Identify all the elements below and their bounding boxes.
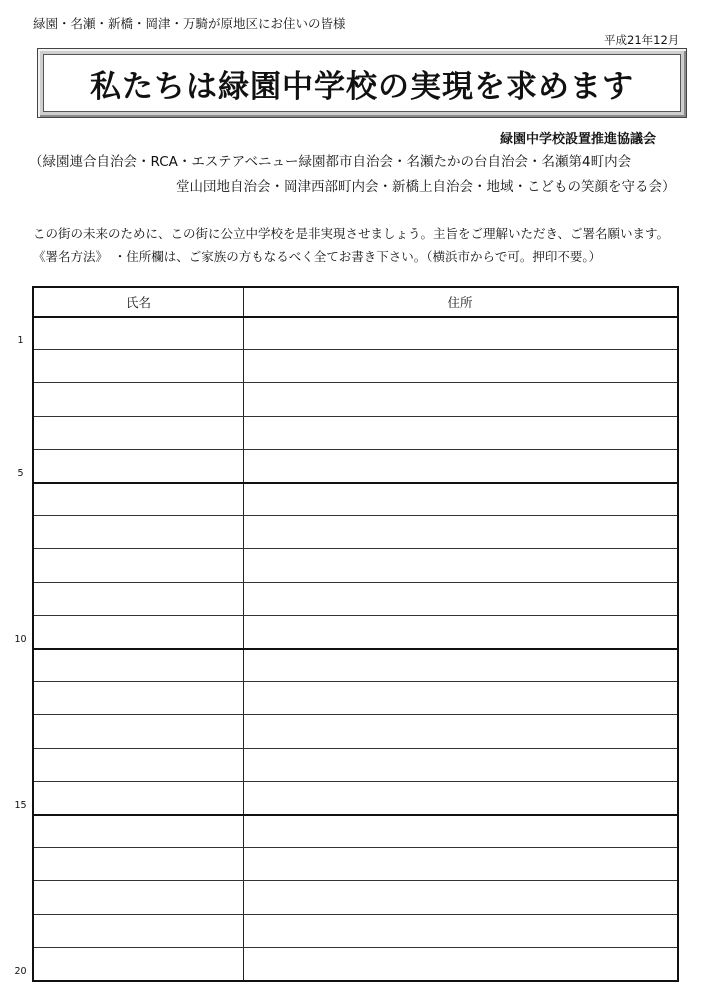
signature-name-cell[interactable] — [34, 517, 243, 548]
signature-address-cell[interactable] — [244, 916, 677, 947]
signature-name-cell[interactable] — [34, 849, 243, 880]
title-banner-inner — [43, 54, 681, 112]
row-number-label: 15 — [14, 800, 27, 811]
signature-name-cell[interactable] — [34, 949, 243, 980]
table-row-divider — [34, 847, 677, 848]
signature-address-cell[interactable] — [244, 418, 677, 449]
signature-method-label: 《署名方法》 — [33, 249, 102, 264]
signature-name-cell[interactable] — [34, 683, 243, 714]
signature-address-cell[interactable] — [244, 750, 677, 781]
signature-name-cell[interactable] — [34, 550, 243, 581]
signature-table — [32, 286, 679, 982]
signature-name-cell[interactable] — [34, 617, 243, 648]
signature-name-cell[interactable] — [34, 418, 243, 449]
signature-method — [33, 247, 601, 265]
row-number-label: 5 — [17, 468, 24, 479]
signature-name-cell[interactable] — [34, 384, 243, 415]
signature-address-cell[interactable] — [244, 550, 677, 581]
signature-address-cell[interactable] — [244, 517, 677, 548]
signature-name-cell[interactable] — [34, 650, 243, 681]
signature-name-cell[interactable] — [34, 716, 243, 747]
table-row-divider — [34, 781, 677, 782]
row-number-label: 10 — [14, 634, 27, 645]
signature-name-cell[interactable] — [34, 351, 243, 382]
table-row-divider — [34, 515, 677, 516]
table-row-divider — [34, 880, 677, 881]
table-row-divider — [34, 748, 677, 749]
signature-address-cell[interactable] — [244, 617, 677, 648]
appeal-message: この街の未来のために、この街に公立中学校を是非実現させましょう。主旨をご理解いただき、ご署名願います。 — [33, 226, 670, 241]
table-row-divider — [34, 449, 677, 450]
organization-members-line1: （緑園連合自治会・RCA・エステアベニュー緑園都市自治会・名瀬たかの台自治会・名瀬第4町内会 — [29, 154, 632, 170]
signature-name-cell[interactable] — [34, 750, 243, 781]
organization-name: 緑園中学校設置推進協議会 — [500, 132, 657, 147]
table-row-divider — [34, 714, 677, 715]
signature-address-cell[interactable] — [244, 716, 677, 747]
signature-name-cell[interactable] — [34, 916, 243, 947]
signature-address-cell[interactable] — [244, 816, 677, 847]
signature-address-cell[interactable] — [244, 484, 677, 515]
table-row-divider — [34, 548, 677, 549]
signature-name-cell[interactable] — [34, 451, 243, 482]
signature-address-cell[interactable] — [244, 783, 677, 814]
table-row-divider — [34, 947, 677, 948]
banner-title: 私たちは緑園中学校の実現を求めます — [90, 68, 634, 105]
column-header-name: 氏名 — [125, 295, 151, 310]
signature-name-cell[interactable] — [34, 584, 243, 615]
signature-address-cell[interactable] — [244, 650, 677, 681]
signature-address-cell[interactable] — [244, 849, 677, 880]
signature-address-cell[interactable] — [244, 584, 677, 615]
signature-address-cell[interactable] — [244, 451, 677, 482]
signature-name-cell[interactable] — [34, 882, 243, 913]
table-row-divider — [34, 349, 677, 350]
table-row-divider — [34, 681, 677, 682]
signature-address-cell[interactable] — [244, 384, 677, 415]
date-text: 平成21年12月 — [604, 33, 680, 47]
signature-name-cell[interactable] — [34, 816, 243, 847]
signature-name-cell[interactable] — [34, 484, 243, 515]
signature-name-cell[interactable] — [34, 318, 243, 349]
row-number-label: 1 — [17, 335, 24, 347]
greeting-text: 緑園・名瀬・新橋・岡津・万騎が原地区にお住いの皆様 — [33, 16, 346, 31]
row-number-label: 20 — [14, 966, 27, 977]
signature-method-text: ・住所欄は、ご家族の方もなるべく全てお書き下さい。（横浜市からで可。押印不要。） — [113, 249, 602, 264]
signature-address-cell[interactable] — [244, 882, 677, 913]
signature-address-cell[interactable] — [244, 683, 677, 714]
signature-name-cell[interactable] — [34, 783, 243, 814]
table-row-divider — [34, 416, 677, 417]
table-row-divider — [34, 615, 677, 616]
table-row-divider — [34, 582, 677, 583]
table-row-divider — [34, 914, 677, 915]
column-header-address: 住所 — [447, 295, 473, 310]
title-banner — [37, 48, 687, 118]
signature-address-cell[interactable] — [244, 351, 677, 382]
table-row-divider — [34, 382, 677, 383]
signature-address-cell[interactable] — [244, 318, 677, 349]
organization-members-line2: 堂山団地自治会・岡津西部町内会・新橋上自治会・地域・こどもの笑顔を守る会） — [176, 179, 676, 195]
signature-address-cell[interactable] — [244, 949, 677, 980]
